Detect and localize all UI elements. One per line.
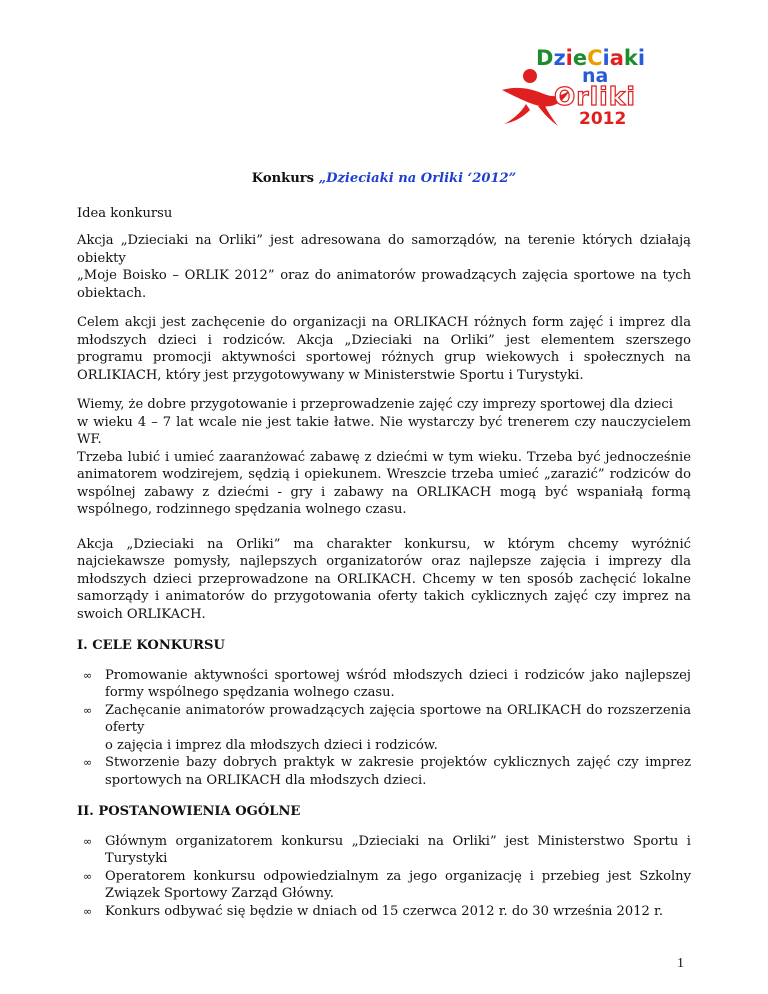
paragraph-1 (77, 232, 691, 302)
bullet-icon: ∞ (83, 668, 93, 682)
paragraph-3-line: Trzeba lubić i umieć zaaranżować zabawę z dziećmi w tym wieku. Trzeba być jednocześnie animatorem wodzirejem, sędzią i opiekunem. Wreszcie trzeba umieć „zarazić” rodziców do wspólnej zabawy z dziećmi - gry i zabawy na ORLIKACH mogą być wspaniałą formą wspólnego, rodzinnego spędzania wolnego czasu. (77, 449, 691, 517)
list-item (77, 903, 691, 921)
list-item (77, 833, 691, 868)
bullet-icon: ∞ (83, 756, 93, 769)
logo-letter: i (637, 46, 646, 70)
title-accent: „Dzieciaki na Orliki ‘2012” (318, 171, 517, 186)
list-item (77, 702, 691, 755)
section-1-list (77, 667, 691, 790)
paragraph-3-line: Wiemy, że dobre przygotowanie i przeprowadzenie zajęć czy imprezy sportowej dla dzieci (77, 397, 673, 412)
bullet-icon: ∞ (83, 904, 93, 918)
logo-year: 2012 (579, 109, 627, 129)
logo-letter: D (536, 46, 554, 70)
list-item-text: Zachęcanie animatorów prowadzących zajęcia sportowe na ORLIKACH do rozszerzenia oferty (105, 702, 691, 735)
logo-word-na: na (582, 65, 609, 87)
title-prefix: Konkurs (251, 171, 319, 186)
list-item-text: o zajęcia i imprez dla młodszych dzieci i rodziców. (105, 737, 438, 753)
logo-letter: C (587, 46, 603, 70)
list-item-text: Operatorem konkursu odpowiedzialnym za jego organizację i przebieg jest Szkolny Związek Sportowy Zarząd Główny. (105, 868, 691, 901)
section-2-list (77, 833, 691, 921)
logo-letter: i (565, 46, 573, 70)
list-item (77, 868, 691, 903)
list-item (77, 667, 691, 702)
section-2-heading: II. POSTANOWIENIA OGÓLNE (77, 804, 301, 819)
list-item-text: Promowanie aktywności sportowej wśród młodszych dzieci i rodziców jako najlepszej formy wspólnego spędzania wolnego czasu. (105, 667, 691, 700)
bullet-icon: ∞ (83, 834, 93, 848)
paragraph-3 (77, 396, 691, 519)
document-title (77, 170, 691, 188)
intro-label: Idea konkursu (77, 205, 173, 221)
logo-letter: i (602, 46, 610, 70)
paragraph-1-line: „Moje Boisko – ORLIK 2012” oraz do animatorów prowadzących zajęcia sportowe na tych obiektach. (77, 268, 691, 301)
logo-letter: k (623, 46, 638, 70)
bullet-icon: ∞ (83, 869, 93, 883)
logo-letter: z (553, 46, 566, 70)
page-number: 1 (677, 956, 684, 971)
logo-letter: e (572, 46, 588, 70)
paragraph-2: Celem akcji jest zachęcenie do organizacji na ORLIKACH różnych form zajęć i imprez dla młodszych dzieci i rodziców. Akcja „Dzieciaki na Orliki” jest elementem szerszego programu promocji aktywności sportowej różnych grup wiekowych i społecznych na ORLIKIACH, który jest przygotowywany w Ministerstwie Sportu i Turystyki. (77, 315, 691, 383)
section-1-heading: I. CELE KONKURSU (77, 638, 225, 653)
bullet-icon: ∞ (83, 703, 93, 717)
list-item (77, 754, 691, 789)
paragraph-1-line: Akcja „Dzieciaki na Orliki” jest adresowana do samorządów, na terenie których działają obiekty (77, 233, 691, 266)
logo-letter: a (609, 46, 624, 70)
paragraph-4: Akcja „Dzieciaki na Orliki” ma charakter konkursu, w którym chcemy wyróżnić najciekawsze pomysły, najlepszych organizatorów oraz najlepsze zajęcia i imprezy dla młodszych dzieci przeprowadzone na ORLIKACH. Chcemy w ten sposób zachęcić lokalne samorządy i animatorów do przygotowania oferty takich cyklicznych zajęć czy imprez na swoich ORLIKACH. (77, 536, 691, 622)
logo-word-orliki: Orliki (554, 82, 636, 111)
paragraph-3-line: w wieku 4 – 7 lat wcale nie jest takie łatwe. Nie wystarczy być trenerem czy nauczycielem WF. (77, 414, 691, 447)
document-body (77, 170, 691, 932)
list-item-text: Stworzenie bazy dobrych praktyk w zakresie projektów cyklicznych zajęć czy imprez sportowych na ORLIKACH dla młodszych dzieci. (105, 755, 691, 788)
dzieciaki-na-orliki-logo (496, 46, 646, 130)
list-item-text: Głównym organizatorem konkursu „Dzieciaki na Orliki” jest Ministerstwo Sportu i Turystyki (105, 833, 691, 866)
list-item-text: Konkurs odbywać się będzie w dniach od 15 czerwca 2012 r. do 30 września 2012 r. (105, 903, 664, 919)
